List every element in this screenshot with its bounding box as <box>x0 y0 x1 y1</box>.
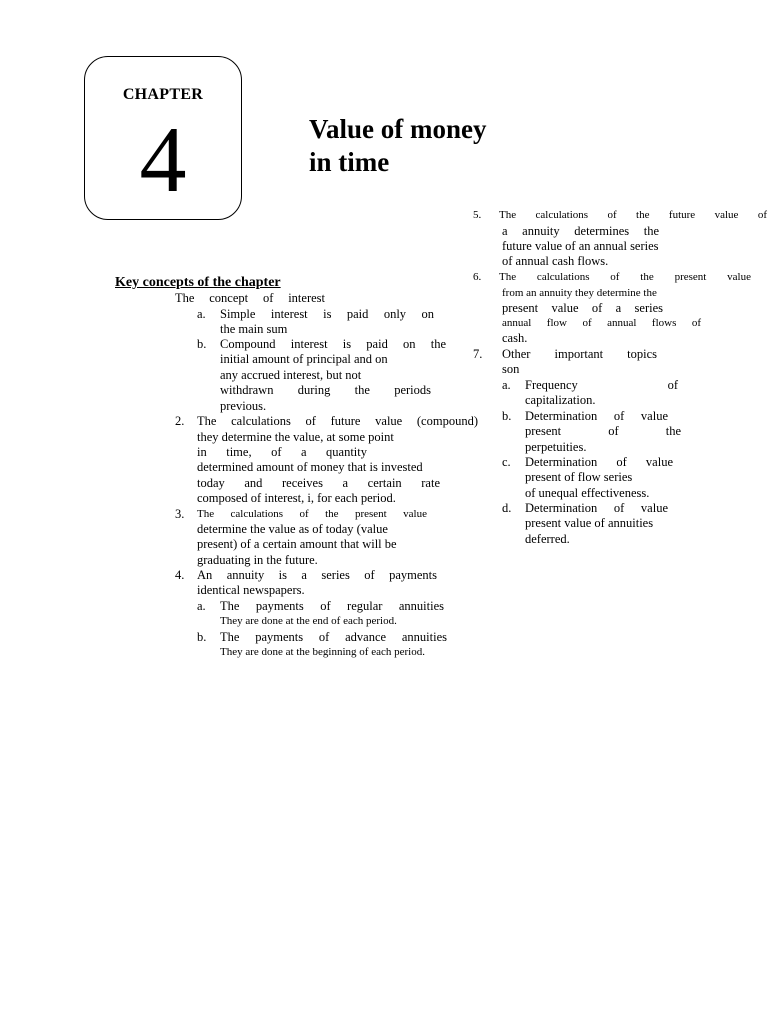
item2-line1: The calculations of future value (compound) <box>197 414 478 428</box>
item2-line5: today and receives a certain rate <box>197 476 440 490</box>
item7a-line2: capitalization. <box>525 393 596 407</box>
item4-line1: An annuity is a series of payments <box>197 568 437 582</box>
item7b-line3: perpetuities. <box>525 440 587 454</box>
item1a-marker: a. <box>197 307 206 321</box>
item4a-marker: a. <box>197 599 206 613</box>
item3-marker: 3. <box>175 507 185 521</box>
item2-line3: in time, of a quantity <box>197 445 367 459</box>
item7d-marker: d. <box>502 501 512 515</box>
item5-line2: a annuity determines the <box>502 224 659 238</box>
item1b-marker: b. <box>197 337 207 351</box>
item7c-line2: present of flow series <box>525 470 633 484</box>
item5-marker: 5. <box>473 209 482 221</box>
chapter-number: 4 <box>139 108 187 212</box>
item7b-line2: present of the <box>525 424 681 438</box>
item4b-line2: They are done at the beginning of each period. <box>220 646 425 658</box>
item7b-marker: b. <box>502 409 512 423</box>
item4a-line2: They are done at the end of each period. <box>220 615 397 627</box>
item1b-line5: previous. <box>220 399 267 413</box>
item1b-line3: any accrued interest, but not <box>220 368 362 382</box>
chapter-title-line2: in time <box>309 147 390 177</box>
item6-line5: cash. <box>502 331 528 345</box>
item7c-line3: of unequal effectiveness. <box>525 486 650 500</box>
chapter-label: CHAPTER <box>122 86 204 103</box>
section-heading: Key concepts of the chapter <box>115 275 281 290</box>
item2-marker: 2. <box>175 414 185 428</box>
chapter-title-line1: Value of money <box>309 114 487 144</box>
item1a-line2: the main sum <box>220 322 288 336</box>
item4a-line1: The payments of regular annuities <box>220 599 444 613</box>
item1-intro: The concept of interest <box>175 291 325 305</box>
item5-line3: future value of an annual series <box>502 239 659 253</box>
item3-line3: present) of a certain amount that will be <box>197 537 397 551</box>
item2-line6: composed of interest, i, for each period. <box>197 491 396 505</box>
item3-line1: The calculations of the present value <box>197 508 427 520</box>
item7-line1: Other important topics <box>502 347 657 361</box>
item1a-line1: Simple interest is paid only on <box>220 307 434 321</box>
item5-line1: The calculations of the future value of <box>499 209 767 221</box>
item3-line4: graduating in the future. <box>197 553 318 567</box>
item6-line2: from an annuity they determine the <box>502 287 657 299</box>
item7a-line1: Frequency of <box>525 378 678 392</box>
item6-line3: present value of a series <box>502 301 663 315</box>
item7-line2: son <box>502 362 520 376</box>
item7-marker: 7. <box>473 347 483 361</box>
item4-line2: identical newspapers. <box>197 583 305 597</box>
item2-line4: determined amount of money that is invested <box>197 460 423 474</box>
item7d-line3: deferred. <box>525 532 570 546</box>
item2-line2: they determine the value, at some point <box>197 430 394 444</box>
chapter-title <box>309 113 487 179</box>
item4-marker: 4. <box>175 568 185 582</box>
item7d-line1: Determination of value <box>525 501 668 515</box>
item6-marker: 6. <box>473 271 482 283</box>
item1b-line4: withdrawn during the periods <box>220 383 431 397</box>
item4b-line1: The payments of advance annuities <box>220 630 447 644</box>
item1b-line2: initial amount of principal and on <box>220 352 388 366</box>
item6-line1: The calculations of the present value <box>499 271 751 283</box>
item7d-line2: present value of annuities <box>525 516 654 530</box>
chapter-box <box>84 56 242 220</box>
item5-line4: of annual cash flows. <box>502 254 609 268</box>
item3-line2: determine the value as of today (value <box>197 522 388 536</box>
item6-line4: annual flow of annual flows of <box>502 317 701 329</box>
item7b-line1: Determination of value <box>525 409 668 423</box>
item7c-line1: Determination of value <box>525 455 673 469</box>
item7c-marker: c. <box>502 455 511 469</box>
item7a-marker: a. <box>502 378 511 392</box>
item4b-marker: b. <box>197 630 207 644</box>
item1b-line1: Compound interest is paid on the <box>220 337 446 351</box>
